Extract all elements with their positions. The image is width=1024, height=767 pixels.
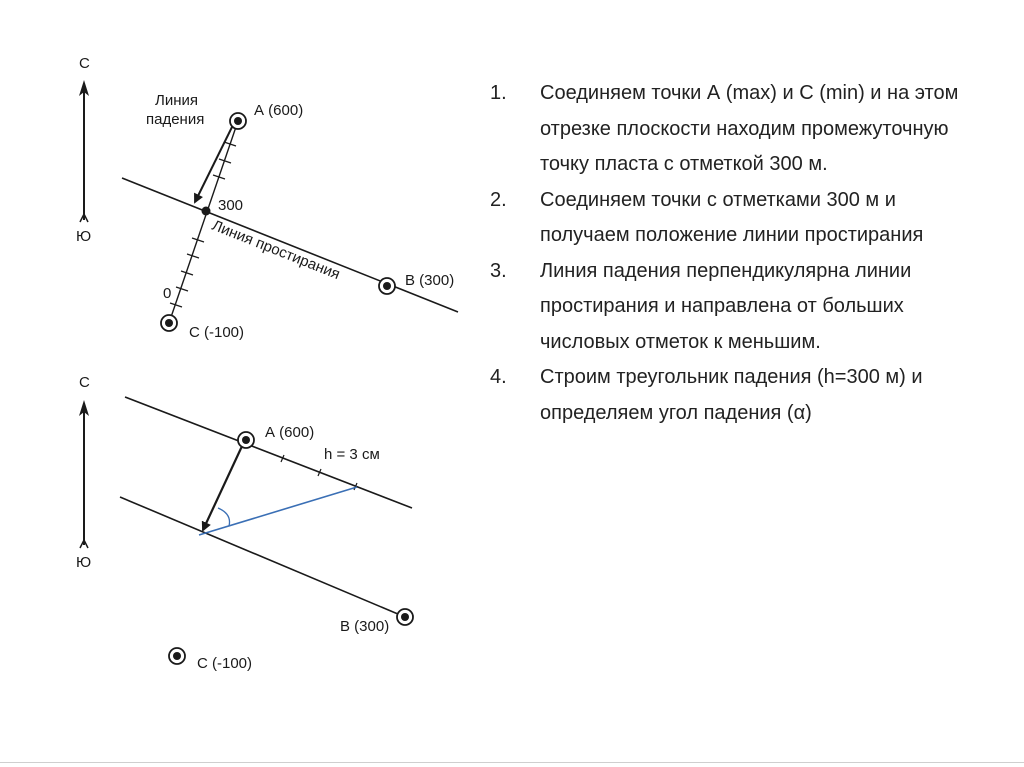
bottom-point-c [169,648,185,664]
top-point-c-label: С (-100) [189,324,245,341]
top-strike-line [122,178,458,312]
step-text: Строим треугольник падения (h=300 м) и определяем угол падения (α) [540,366,923,424]
top-mid-point [202,207,211,216]
top-point-a [230,113,246,129]
bottom-point-b [397,609,413,625]
step-item [490,360,990,431]
bottom-point-a-label: А (600) [265,424,315,441]
bottom-height-label: h = 3 см [324,446,380,463]
step-number: 3. [490,259,507,282]
top-zero-label: 0 [163,285,172,302]
top-mid-point-label: 300 [218,197,244,214]
top-point-b-label: В (300) [405,272,455,289]
bottom-south-label: Ю [76,554,92,571]
bottom-point-c-label: С (-100) [197,655,253,672]
step-item [490,183,990,254]
top-dip-label-1: Линия [155,92,199,109]
bottom-divider [0,762,1024,763]
step-text: Линия падения перпендикулярна линии простирания и направлена от больших числовых отметок к меньшим. [540,259,912,353]
bottom-dip-arrow [203,444,243,530]
bottom-diagram [76,374,413,672]
step-item [490,254,990,361]
top-point-a-label: А (600) [254,102,304,119]
step-item [490,76,990,183]
top-dip-label-2: падения [146,111,205,128]
top-strike-label: Линия простирания [209,216,343,284]
steps-list [490,76,990,431]
bottom-point-a [238,432,254,448]
step-number: 4. [490,366,507,388]
bottom-angle-arc [218,508,230,526]
step-text: Соединяем точки А (max) и С (min) и на этом отрезке плоскости находим промежуточную точку пласта с отметкой 300 м. [540,82,959,175]
bottom-north-label: С [79,374,90,391]
top-diagram [76,55,458,341]
step-number: 1. [490,82,507,104]
top-point-b [379,278,395,294]
top-point-c [161,315,177,331]
step-text: Соединяем точки с отметками 300 м и получаем положение линии простирания [540,188,924,246]
bottom-compass [76,374,91,571]
top-north-label: С [79,55,90,72]
top-compass [76,55,91,245]
bottom-point-b-label: В (300) [340,618,390,635]
step-number: 2. [490,188,507,211]
top-south-label: Ю [76,228,92,245]
